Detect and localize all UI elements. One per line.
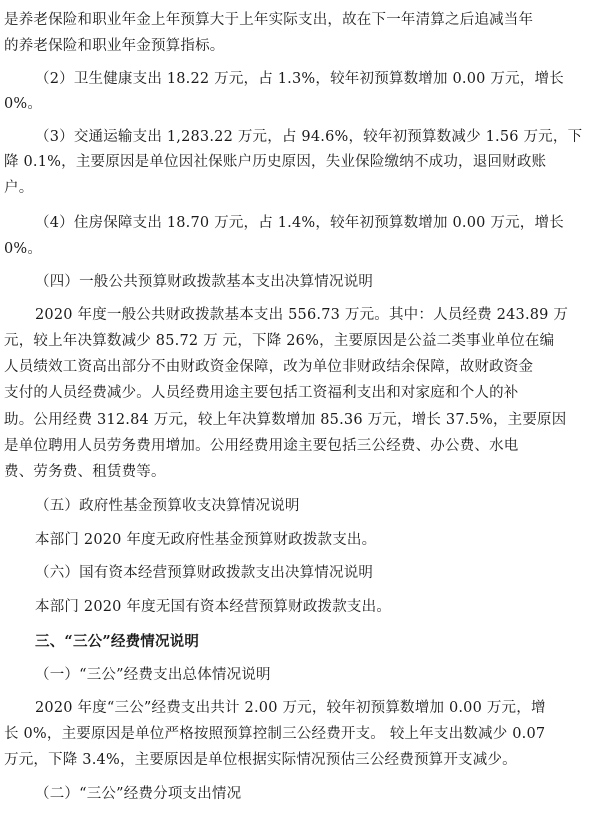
section-heading: 三、“三公”经费情况说明 bbox=[35, 633, 200, 650]
text-line: 降 0.1%，主要原因是单位因社保账户历史原因，失业保险缴纳不成功，退回财政账 bbox=[4, 154, 547, 170]
text-line: 万元，下降 3.4%，主要原因是单位根据实际情况预估三公经费预算开支减少。 bbox=[4, 752, 517, 768]
text-line: 2020 年度一般公共财政拨款基本支出 556.73 万元。其中：人员经费 243.89 万 bbox=[35, 307, 569, 323]
text-line: （一）“三公”经费支出总体情况说明 bbox=[35, 667, 271, 683]
text-line: （4）住房保障支出 18.70 万元，占 1.4%，较年初预算数增加 0.00 万元，增长 bbox=[35, 215, 564, 231]
text-line: （五）政府性基金预算收支决算情况说明 bbox=[35, 498, 300, 514]
text-line: 是养老保险和职业年金上年预算大于上年实际支出，故在下一年清算之后追减当年 bbox=[4, 12, 534, 28]
text-line: 是单位聘用人员劳务费用增加。公用经费用途主要包括三公经费、办公费、水电 bbox=[4, 438, 519, 454]
text-line: 助。公用经费 312.84 万元，较上年决算数增加 85.36 万元，增长 37.5%，主要原因 bbox=[4, 412, 567, 428]
text-line: 本部门 2020 年度无国有资本经营预算财政拨款支出。 bbox=[35, 599, 392, 615]
text-line: （二）“三公”经费分项支出情况 bbox=[35, 786, 242, 802]
text-line: 0%。 bbox=[4, 96, 43, 112]
text-line: 的养老保险和职业年金预算指标。 bbox=[4, 38, 225, 54]
text-line: 人员绩效工资高出部分不由财政资金保障，改为单位非财政结余保障，故财政资金 bbox=[4, 359, 534, 375]
text-line: （3）交通运输支出 1,283.22 万元，占 94.6%，较年初预算数减少 1.56 万元，下 bbox=[35, 129, 583, 145]
text-line: 支付的人员经费减少。人员经费用途主要包括工资福利支出和对家庭和个人的补 bbox=[4, 385, 519, 401]
text-line: 费、劳务费、租赁费等。 bbox=[4, 464, 166, 480]
text-line: （2）卫生健康支出 18.22 万元，占 1.3%，较年初预算数增加 0.00 万元，增长 bbox=[35, 71, 564, 87]
text-line: 0%。 bbox=[4, 241, 43, 257]
text-line: 户。 bbox=[4, 180, 34, 196]
text-line: 元，较上年决算数减少 85.72 万 元，下降 26%，主要原因是公益二类事业单位在编 bbox=[4, 333, 555, 349]
text-line: 2020 年度“三公”经费支出共计 2.00 万元，较年初预算数增加 0.00 万元，增 bbox=[35, 700, 546, 716]
text-line: （四）一般公共预算财政拨款基本支出决算情况说明 bbox=[35, 274, 374, 290]
text-line: 本部门 2020 年度无政府性基金预算财政拨款支出。 bbox=[35, 532, 377, 548]
text-line: 长 0%，主要原因是单位严格按照预算控制三公经费开支。 较上年支出数减少 0.07 bbox=[4, 726, 546, 742]
text-line: （六）国有资本经营预算财政拨款支出决算情况说明 bbox=[35, 565, 374, 581]
